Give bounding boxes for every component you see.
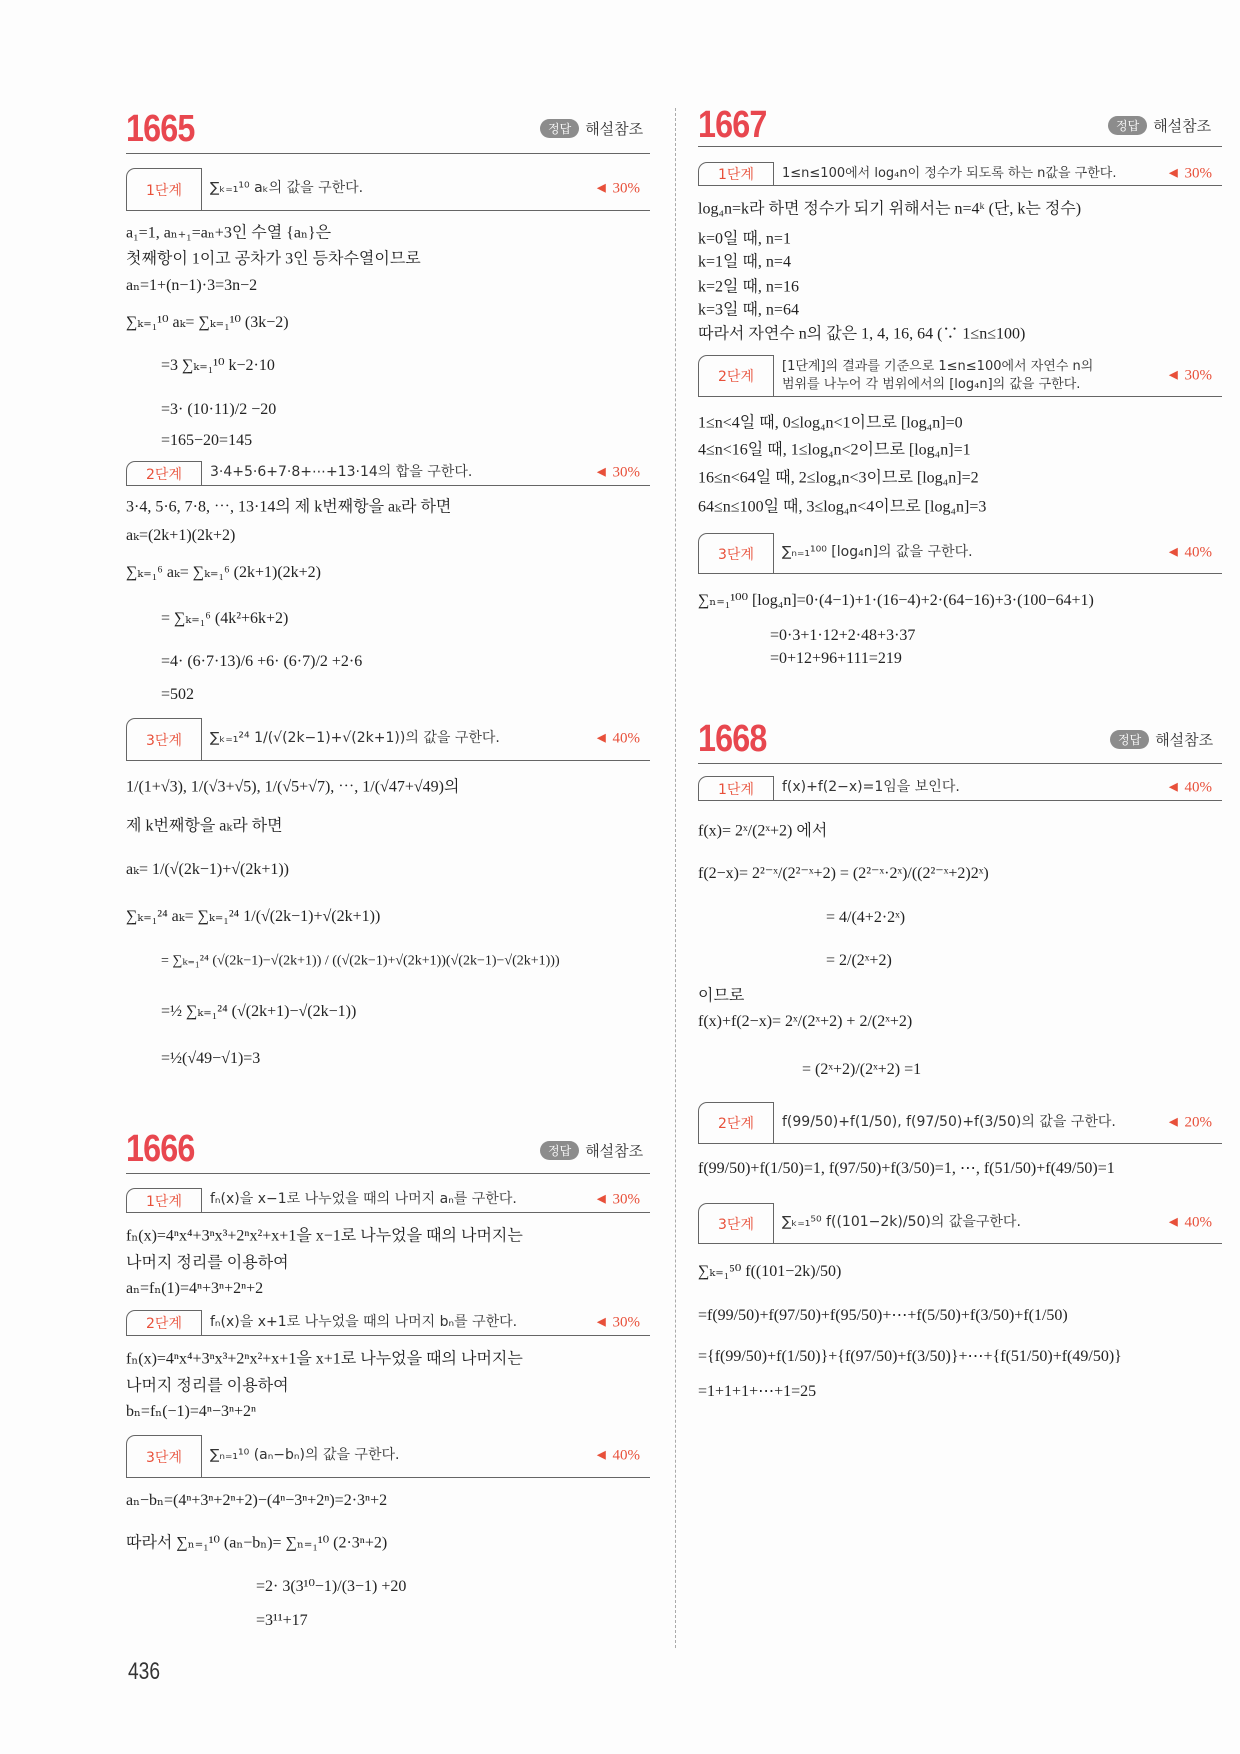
step-header: [698, 355, 1222, 397]
solution-line: bₙ=fₙ(−1)=4ⁿ−3ⁿ+2ⁿ: [126, 1403, 257, 1420]
solution-line: =4· (6·7·13)/6 +6· (6·7)/2 +2·6: [161, 653, 363, 670]
step-percent: [594, 181, 640, 198]
step-percent: [594, 731, 640, 748]
solution-line: ∑ₖ₌₁⁶ aₖ= ∑ₖ₌₁⁶ (2k+1)(2k+2): [126, 564, 322, 581]
solution-line: fₙ(x)=4ⁿx⁴+3ⁿx³+2ⁿx²+x+1을 x−1로 나누었을 때의 나머지는: [126, 1227, 523, 1245]
step-header: [126, 1310, 650, 1336]
step-title-line: 범위를 나누어 각 범위에서의 [log₄n]의 값을 구한다.: [782, 376, 1081, 392]
solution-line: ∑ₖ₌₁¹⁰ aₖ= ∑ₖ₌₁¹⁰ (3k−2): [126, 314, 289, 331]
solution-line: 따라서 자연수 n의 값은 1, 4, 16, 64 (∵ 1≤n≤100): [698, 325, 1026, 343]
solution-line: log₄n=k라 하면 정수가 되기 위해서는 n=4ᵏ (단, k는 정수): [698, 200, 1082, 218]
percent-value: 30%: [612, 1314, 640, 1330]
answer-text: 해설참조: [1153, 117, 1212, 135]
problem-number: 1666: [126, 1128, 195, 1170]
solution-line: aₖ= 1/(√(2k−1)+√(2k+1)): [126, 861, 290, 878]
pointer-icon: ◄: [1165, 779, 1181, 796]
solution-line: 64≤n≤100일 때, 3≤log₄n<4이므로 [log₄n]=3: [698, 498, 987, 516]
solution-line: =1+1+1+⋯+1=25: [698, 1383, 817, 1400]
solution-line: =165−20=145: [161, 432, 253, 449]
step-title: ∑ₖ₌₁⁵⁰ f((101−2k)/50)의 값을구한다.: [782, 1214, 1021, 1231]
solution-line: f(x)+f(2−x)= 2ˣ/(2ˣ+2) + 2/(2ˣ+2): [698, 1013, 913, 1030]
solution-line: =0+12+96+111=219: [770, 650, 902, 667]
solution-line: 1≤n<4일 때, 0≤log₄n<1이므로 [log₄n]=0: [698, 414, 963, 432]
step-title-line: [1단계]의 결과를 기준으로 1≤n≤100에서 자연수 n의: [782, 358, 1094, 374]
solution-line: = (2ˣ+2)/(2ˣ+2) =1: [802, 1061, 922, 1078]
step-percent: [594, 1192, 640, 1209]
step-label: 1단계: [126, 1188, 202, 1212]
step-label: 3단계: [698, 533, 774, 573]
step-percent: [1166, 1215, 1212, 1232]
step-title: 1≤n≤100에서 log₄n이 정수가 되도록 하는 n값을 구한다.: [782, 165, 1117, 181]
answer-ref: [1108, 115, 1211, 136]
step-percent: [1166, 165, 1212, 182]
problem-number: 1668: [698, 718, 767, 760]
pointer-icon: ◄: [593, 1447, 609, 1464]
solution-line: k=2일 때, n=16: [698, 278, 799, 296]
solution-line: aₙ=1+(n−1)·3=3n−2: [126, 277, 258, 294]
step-label: 2단계: [698, 1102, 774, 1143]
pointer-icon: ◄: [593, 1191, 609, 1208]
answer-badge: 정답: [540, 1141, 579, 1160]
percent-value: 40%: [1184, 779, 1212, 796]
solution-line: =3 ∑ₖ₌₁¹⁰ k−2·10: [161, 357, 275, 374]
percent-value: 40%: [1184, 544, 1212, 561]
step-header: [698, 1203, 1222, 1244]
step-header: [126, 461, 650, 486]
solution-line: =½(√49−√1)=3: [161, 1050, 261, 1067]
step-label: 1단계: [126, 168, 202, 210]
solution-line: f(x)= 2ˣ/(2ˣ+2) 에서: [698, 822, 828, 840]
step-label: 2단계: [126, 461, 202, 485]
step-title: [782, 357, 1093, 393]
problem-number: 1667: [698, 104, 767, 146]
solution-line: aₙ−bₙ=(4ⁿ+3ⁿ+2ⁿ+2)−(4ⁿ−3ⁿ+2ⁿ)=2·3ⁿ+2: [126, 1492, 388, 1509]
percent-value: 30%: [612, 464, 640, 481]
pointer-icon: ◄: [1165, 1214, 1181, 1231]
step-header: [126, 1435, 650, 1478]
step-title: fₙ(x)을 x+1로 나누었을 때의 나머지 bₙ를 구한다.: [210, 1313, 518, 1330]
step-title: f(99/50)+f(1/50), f(97/50)+f(3/50)의 값을 구한다.: [782, 1113, 1116, 1130]
solution-line: = 4/(4+2·2ˣ): [826, 909, 906, 926]
pointer-icon: ◄: [593, 1314, 609, 1330]
percent-value: 40%: [612, 1447, 640, 1464]
step-percent: [594, 1314, 640, 1331]
pointer-icon: ◄: [1165, 165, 1181, 181]
answer-text: 해설참조: [585, 120, 644, 138]
column-divider: [675, 108, 676, 1648]
header-rule: [698, 763, 1222, 764]
solution-line: 3·4, 5·6, 7·8, ⋯, 13·14의 제 k번째항을 aₖ라 하면: [126, 498, 452, 516]
solution-line: ∑ₖ₌₁²⁴ aₖ= ∑ₖ₌₁²⁴ 1/(√(2k−1)+√(2k+1)): [126, 908, 381, 925]
solution-line: 나머지 정리를 이용하여: [126, 1254, 289, 1272]
step-percent: [594, 465, 640, 482]
solution-line: =½ ∑ₖ₌₁²⁴ (√(2k+1)−√(2k−1)): [161, 1003, 357, 1020]
step-title: fₙ(x)을 x−1로 나누었을 때의 나머지 aₙ를 구한다.: [210, 1191, 517, 1208]
step-header: [126, 718, 650, 761]
solution-line: aₙ=fₙ(1)=4ⁿ+3ⁿ+2ⁿ+2: [126, 1280, 264, 1297]
step-title: ∑ₙ₌₁¹⁰⁰ [log₄n]의 값을 구한다.: [782, 544, 973, 561]
step-header: [698, 776, 1222, 801]
percent-value: 30%: [612, 1191, 640, 1208]
step-header: [698, 162, 1222, 186]
solution-line: fₙ(x)=4ⁿx⁴+3ⁿx³+2ⁿx²+x+1을 x+1로 나누었을 때의 나머지는: [126, 1350, 523, 1368]
step-percent: [1166, 780, 1212, 797]
solution-line: k=0일 때, n=1: [698, 230, 791, 248]
solution-line: =502: [161, 686, 195, 703]
step-label: 2단계: [126, 1310, 202, 1335]
solution-line: = ∑ₖ₌₁⁶ (4k²+6k+2): [161, 610, 289, 627]
step-label: 1단계: [698, 162, 774, 185]
step-label: 1단계: [698, 776, 774, 800]
solution-line: ={f(99/50)+f(1/50)}+{f(97/50)+f(3/50)}+⋯+{f(51/50)+f(49/50)}: [698, 1348, 1122, 1365]
solution-line: f(99/50)+f(1/50)=1, f(97/50)+f(3/50)=1, ⋯, f(51/50)+f(49/50)=1: [698, 1160, 1115, 1177]
step-label: 2단계: [698, 355, 774, 396]
step-percent: [1166, 1114, 1212, 1131]
solution-line: 1/(1+√3), 1/(√3+√5), 1/(√5+√7), ⋯, 1/(√47+√49)의: [126, 778, 460, 796]
answer-badge: 정답: [540, 119, 579, 138]
pointer-icon: ◄: [593, 464, 609, 481]
percent-value: 30%: [612, 180, 640, 197]
pointer-icon: ◄: [1165, 367, 1181, 383]
solution-line: =3· (10·11)/2 −20: [161, 401, 277, 418]
step-title: f(x)+f(2−x)=1임을 보인다.: [782, 779, 960, 796]
answer-ref: [540, 1140, 643, 1161]
solution-line: 제 k번째항을 aₖ라 하면: [126, 817, 283, 835]
step-header: [698, 1102, 1222, 1144]
pointer-icon: ◄: [593, 180, 609, 197]
solution-line: 4≤n<16일 때, 1≤log₄n<2이므로 [log₄n]=1: [698, 441, 971, 459]
step-label: 3단계: [126, 1435, 202, 1477]
step-title: ∑ₖ₌₁¹⁰ aₖ의 값을 구한다.: [210, 180, 364, 197]
step-label: 3단계: [126, 718, 202, 760]
header-rule: [126, 153, 650, 154]
step-title: ∑ₙ₌₁¹⁰ (aₙ−bₙ)의 값을 구한다.: [210, 1447, 400, 1464]
header-rule: [698, 146, 1222, 147]
solution-line: ∑ₖ₌₁⁵⁰ f((101−2k)/50): [698, 1263, 842, 1280]
solution-line: k=1일 때, n=4: [698, 253, 791, 271]
solution-line: a₁=1, aₙ₊₁=aₙ+3인 수열 {aₙ}은: [126, 224, 332, 242]
solution-line: k=3일 때, n=64: [698, 301, 799, 319]
solution-line: = 2/(2ˣ+2): [826, 952, 892, 969]
problem-number: 1665: [126, 108, 195, 150]
answer-ref: [540, 118, 643, 139]
answer-ref: [1110, 729, 1213, 750]
pointer-icon: ◄: [1165, 1114, 1181, 1130]
pointer-icon: ◄: [593, 730, 609, 747]
page-number: 436: [128, 1658, 161, 1685]
solution-line: aₖ=(2k+1)(2k+2): [126, 527, 236, 544]
pointer-icon: ◄: [1165, 544, 1181, 561]
step-title: ∑ₖ₌₁²⁴ 1/(√(2k−1)+√(2k+1))의 값을 구한다.: [210, 730, 500, 747]
solution-line: =f(99/50)+f(97/50)+f(95/50)+⋯+f(5/50)+f(3/50)+f(1/50): [698, 1307, 1068, 1324]
step-percent: [1166, 367, 1212, 384]
step-percent: [1166, 545, 1212, 562]
answer-badge: 정답: [1108, 116, 1147, 135]
solution-line: 이므로: [698, 987, 745, 1005]
percent-value: 30%: [1184, 367, 1212, 383]
step-header: [698, 533, 1222, 574]
solution-line: f(2−x)= 2²⁻ˣ/(2²⁻ˣ+2) = (2²⁻ˣ·2ˣ)/((2²⁻ˣ+2)2ˣ): [698, 865, 989, 882]
header-rule: [126, 1173, 650, 1174]
step-header: [126, 168, 650, 211]
answer-badge: 정답: [1110, 730, 1149, 749]
step-percent: [594, 1448, 640, 1465]
solution-line: 16≤n<64일 때, 2≤log₄n<3이므로 [log₄n]=2: [698, 469, 979, 487]
step-label: 3단계: [698, 1203, 774, 1243]
step-title: 3·4+5·6+7·8+⋯+13·14의 합을 구한다.: [210, 464, 473, 481]
percent-value: 30%: [1184, 165, 1212, 181]
step-header: [126, 1188, 650, 1213]
percent-value: 40%: [1184, 1214, 1212, 1231]
answer-text: 해설참조: [585, 1142, 644, 1160]
percent-value: 40%: [612, 730, 640, 747]
solution-line: =0·3+1·12+2·48+3·37: [770, 627, 916, 644]
solution-line: = ∑ₖ₌₁²⁴ (√(2k−1)−√(2k+1)) / ((√(2k−1)+√(2k+1))(√(2k−1)−√(2k+1))): [161, 953, 560, 969]
solution-line: 따라서 ∑ₙ₌₁¹⁰ (aₙ−bₙ)= ∑ₙ₌₁¹⁰ (2·3ⁿ+2): [126, 1534, 388, 1552]
solution-line: 나머지 정리를 이용하여: [126, 1377, 289, 1395]
solution-line: =3¹¹+17: [256, 1612, 308, 1629]
solution-line: 첫째항이 1이고 공차가 3인 등차수열이므로: [126, 250, 421, 268]
answer-text: 해설참조: [1155, 731, 1214, 749]
solution-line: =2· 3(3¹⁰−1)/(3−1) +20: [256, 1578, 407, 1595]
percent-value: 20%: [1184, 1114, 1212, 1130]
solution-line: ∑ₙ₌₁¹⁰⁰ [log₄n]=0·(4−1)+1·(16−4)+2·(64−16)+3·(100−64+1): [698, 592, 1094, 609]
